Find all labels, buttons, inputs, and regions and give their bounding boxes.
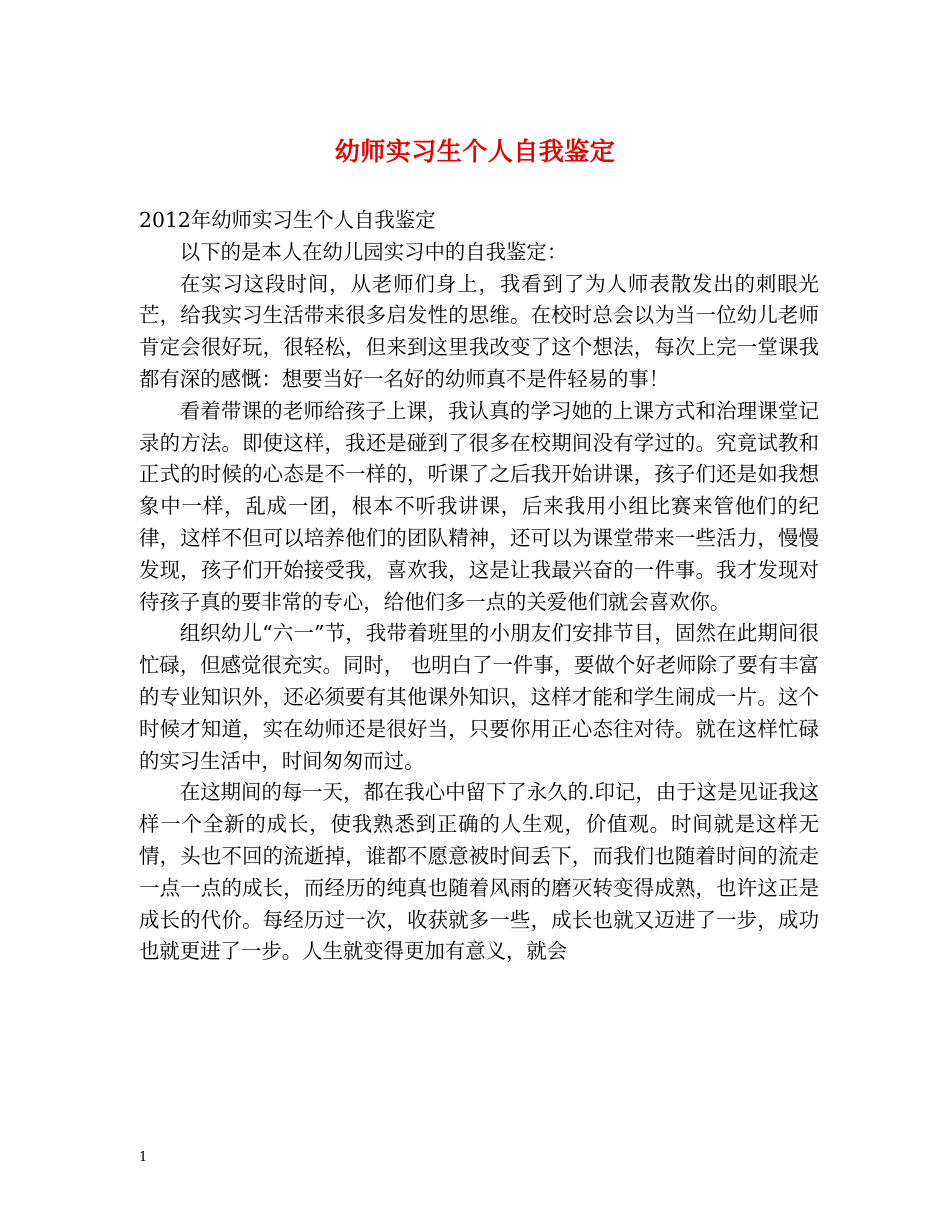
document-body: [139, 205, 819, 968]
paragraph-internship: 在实习这段时间，从老师们身上，我看到了为人师表散发出的刺眼光芒，给我实习生活带来很多启发性的思维。在校时总会以为当一位幼儿老师肯定会很好玩，很轻松，但来到这里我改变了这个想法，每次上完一堂课我都有深的感慨：想要当好一名好的幼师真不是件轻易的事！: [139, 271, 819, 391]
document-title: 幼师实习生个人自我鉴定: [334, 137, 616, 166]
subtitle-line: 2012年幼师实习生个人自我鉴定: [139, 208, 436, 232]
paragraph-growth: 在这期间的每一天，都在我心中留下了永久的.印记，由于这是见证我这样一个全新的成长，使我熟悉到正确的人生观，价值观。时间就是这样无情，头也不回的流逝掉，谁都不愿意被时间丢下，而我们也随着时间的流走一点一点的成长，而经历的纯真也随着风雨的磨灭转变得成熟，也许这正是成长的代价。每经历过一次，收获就多一些，成长也就又迈进了一步，成功也就更进了一步。人生就变得更加有意义，就会: [139, 780, 819, 964]
page-number: 1: [139, 1150, 148, 1165]
paragraph-childrens-day: 组织幼儿“六一”节，我带着班里的小朋友们安排节目，固然在此期间很忙碌，但感觉很充实。同时， 也明白了一件事，要做个好老师除了要有丰富的专业知识外，还必须要有其他课外知识，这样才能和学生闹成一片。这个时候才知道，实在幼师还是很好当，只要你用正心态往对待。就在这样忙碌的实习生活中，时间匆匆而过。: [139, 621, 819, 773]
paragraph-teaching: 看着带课的老师给孩子上课，我认真的学习她的上课方式和治理课堂记录的方法。即使这样，我还是碰到了很多在校期间没有学过的。究竟试教和正式的时候的心态是不一样的，听课了之后我开始讲课，孩子们还是如我想象中一样，乱成一团，根本不听我讲课，后来我用小组比赛来管他们的纪律，这样不但可以培养他们的团队精神，还可以为课堂带来一些活力，慢慢发现，孩子们开始接受我，喜欢我，这是让我最兴奋的一件事。我才发现对待孩子真的要非常的专心，给他们多一点的关爱他们就会喜欢你。: [139, 398, 819, 614]
paragraph-intro: 以下的是本人在幼儿园实习中的自我鉴定：: [179, 239, 568, 264]
